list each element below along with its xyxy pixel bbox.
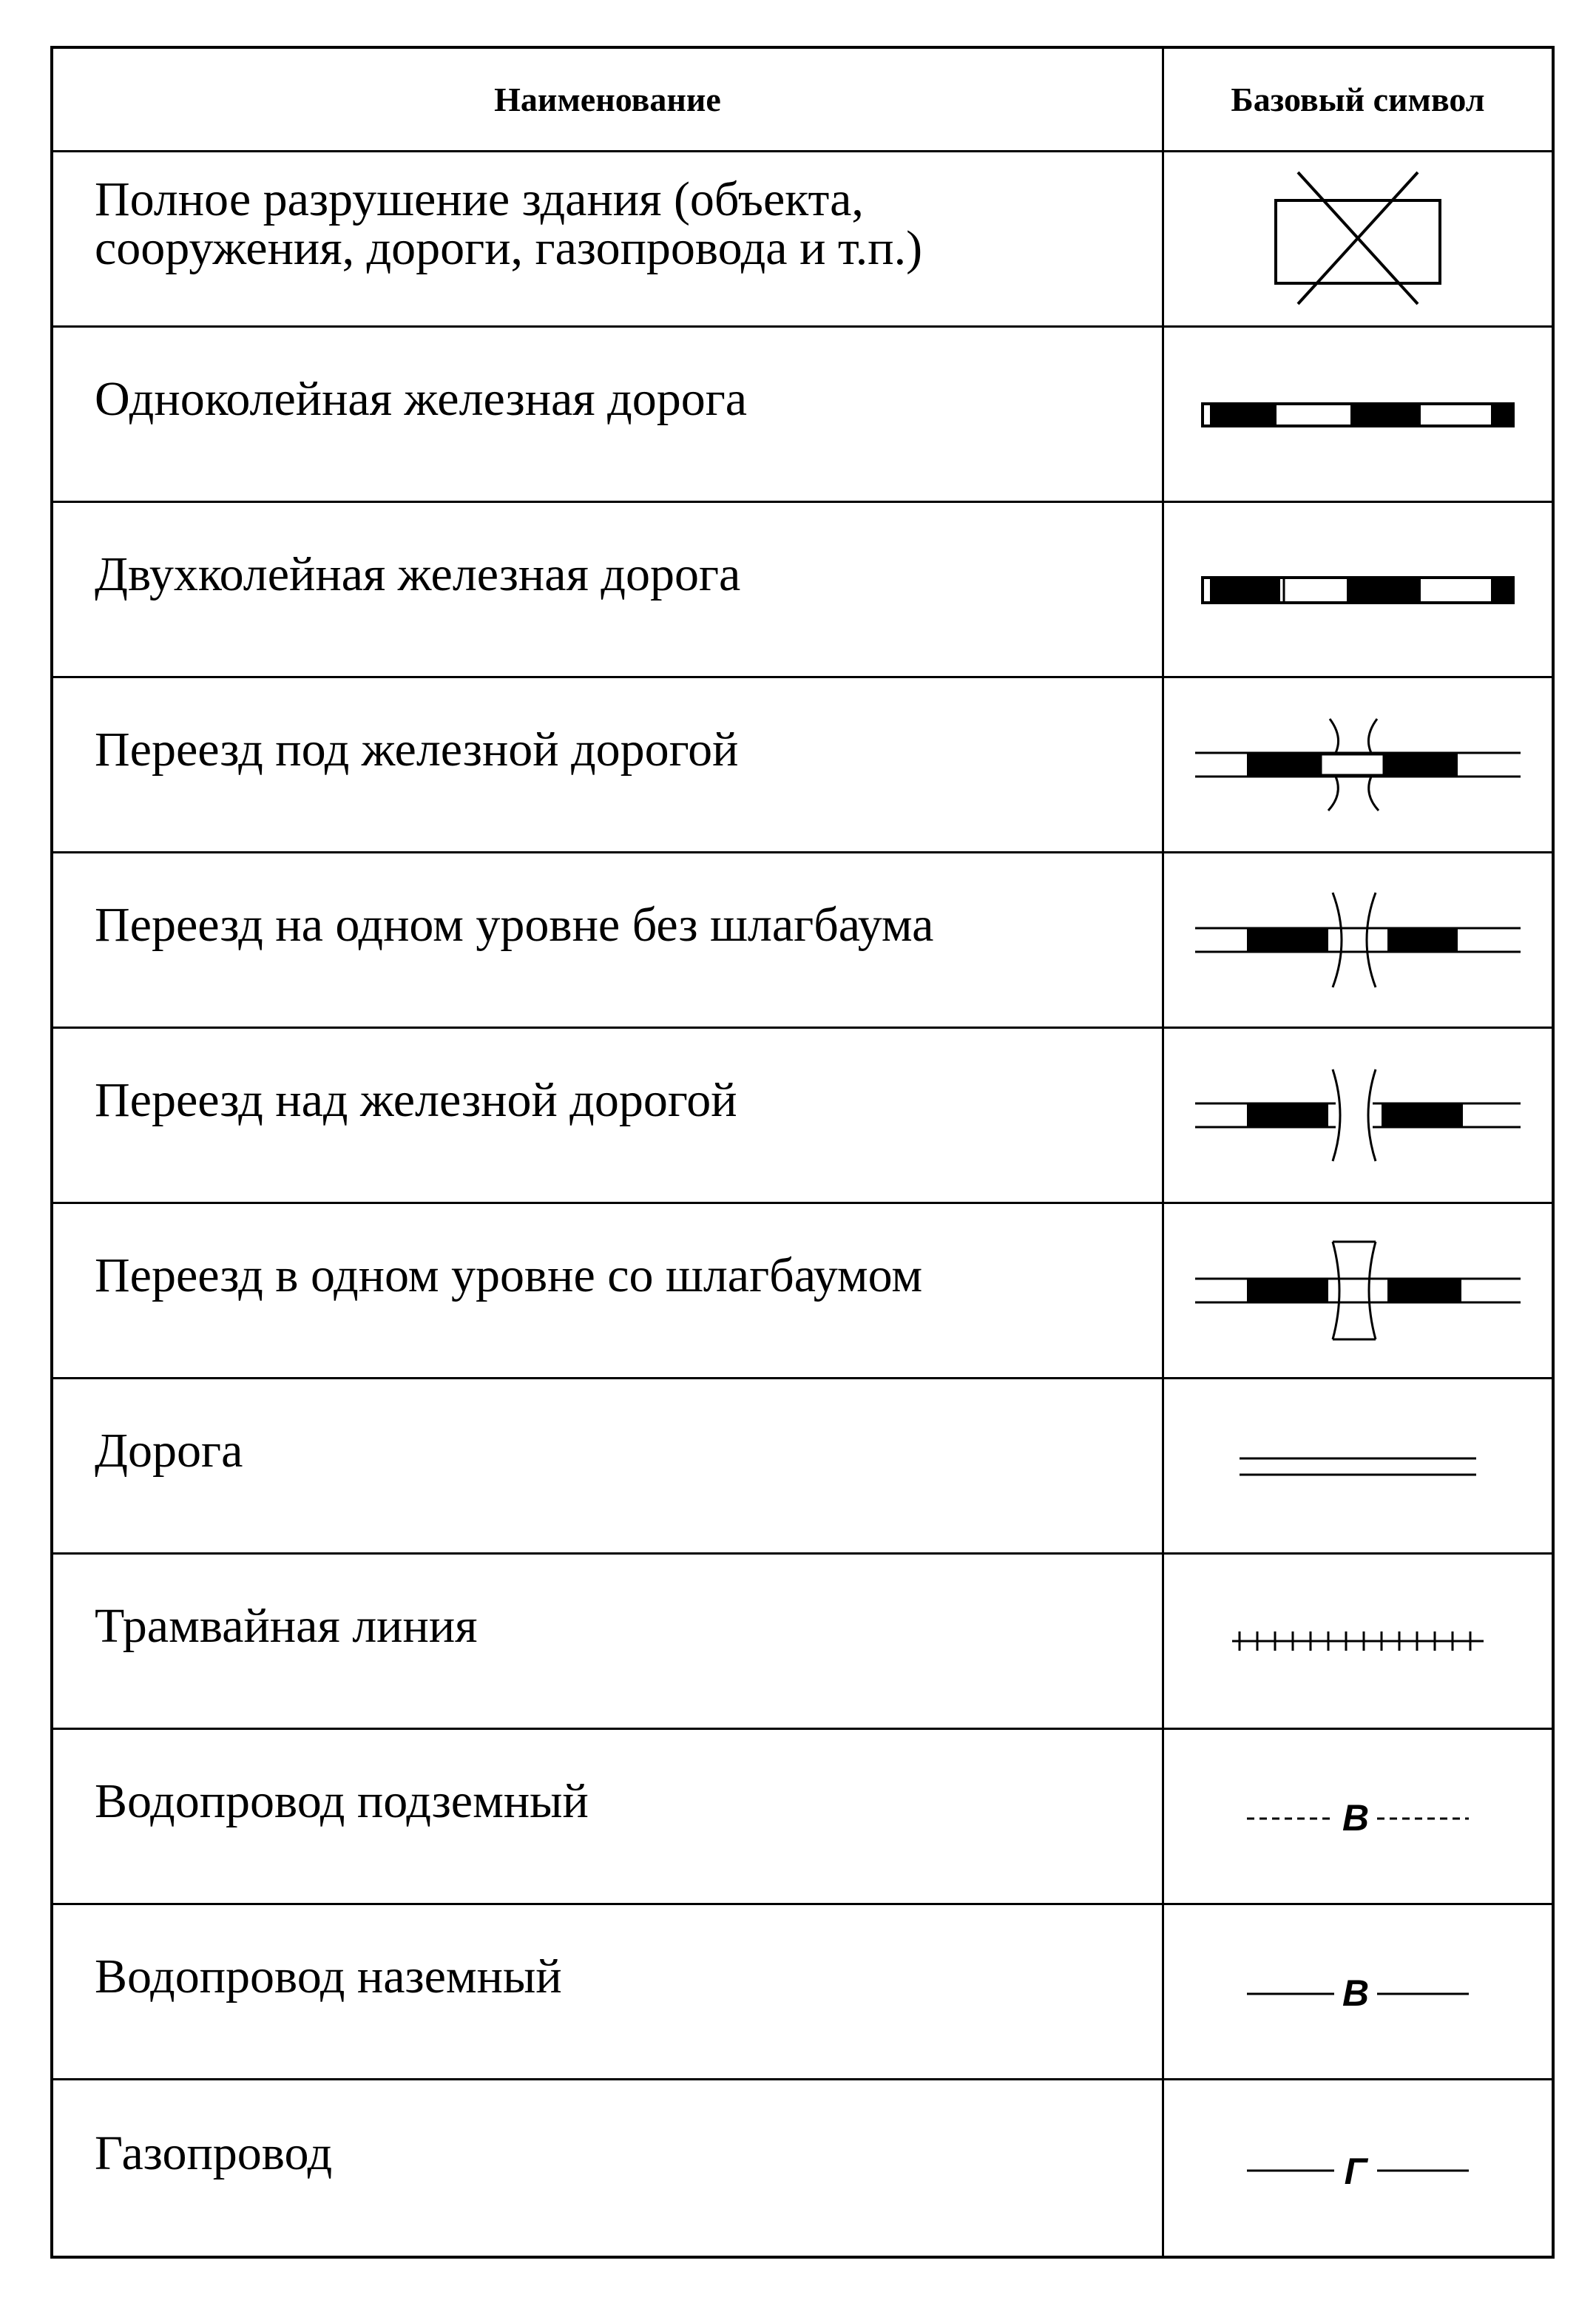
row-name: Переезд в одном уровне со шлагбаумом: [95, 1248, 923, 1302]
row-name: Переезд над железной дорогой: [95, 1073, 737, 1127]
table-header-row: [53, 49, 1552, 152]
single-track-railway-icon: [1195, 392, 1521, 436]
road-icon: [1232, 1444, 1484, 1488]
symbol-cell: [1164, 678, 1552, 851]
row-name: Переезд под железной дорогой: [95, 723, 739, 777]
row-name: Водопровод подземный: [95, 1774, 589, 1828]
symbol-cell: [1164, 1029, 1552, 1202]
symbol-cell: [1164, 853, 1552, 1027]
underground-water-pipe-icon: [1240, 1790, 1476, 1842]
table-row: [53, 2080, 1552, 2256]
row-name: Полное разрушение здания (объекта, сооружения, дороги, газопровода и т.п.): [95, 172, 923, 275]
table-row: [53, 152, 1552, 328]
row-name: Водопровод наземный: [95, 1949, 562, 2003]
level-crossing-barrier-icon: [1188, 1231, 1528, 1350]
row-name: Переезд на одном уровне без шлагбаума: [95, 898, 934, 952]
surface-water-pipe-icon: [1240, 1966, 1476, 2018]
table-row: [53, 1379, 1552, 1555]
table-row: [53, 1555, 1552, 1730]
level-crossing-no-barrier-icon: [1188, 881, 1528, 999]
symbol-cell: [1164, 503, 1552, 676]
tram-line-icon: [1225, 1623, 1491, 1660]
name-cell: [53, 328, 1164, 501]
table-row: [53, 328, 1552, 503]
row-name: Двухколейная железная дорога: [95, 547, 741, 601]
name-cell: [53, 678, 1164, 851]
symbol-cell: [1164, 328, 1552, 501]
name-cell: [53, 1730, 1164, 1903]
symbol-cell: [1164, 1379, 1552, 1552]
name-cell: [53, 1905, 1164, 2078]
symbol-cell: [1164, 1730, 1552, 1903]
symbol-cell: [1164, 2080, 1552, 2256]
row-name: Одноколейная железная дорога: [95, 372, 748, 426]
pipe-letter: Г: [1344, 2150, 1367, 2192]
symbol-cell: [1164, 1905, 1552, 2078]
name-cell: [53, 1204, 1164, 1377]
name-cell: [53, 503, 1164, 676]
header-symbol-cell: [1164, 49, 1552, 150]
header-name-cell: [53, 49, 1164, 150]
name-cell: [53, 1029, 1164, 1202]
name-cell: [53, 1555, 1164, 1728]
table-row: [53, 1730, 1552, 1905]
legend-table: [50, 46, 1555, 2259]
row-name: Трамвайная линия: [95, 1599, 478, 1653]
overpass-crossing-icon: [1188, 1056, 1528, 1174]
row-name: Дорога: [95, 1424, 243, 1478]
pipe-letter: В: [1342, 1797, 1370, 1839]
symbol-cell: [1164, 152, 1552, 325]
pipe-letter: В: [1342, 1972, 1370, 2014]
name-cell: [53, 853, 1164, 1027]
name-cell: [53, 152, 1164, 325]
table-row: [53, 1905, 1552, 2080]
destroyed-building-icon: [1236, 165, 1480, 313]
symbol-cell: [1164, 1204, 1552, 1377]
double-track-railway-icon: [1195, 567, 1521, 612]
table-row: [53, 1204, 1552, 1379]
symbol-cell: [1164, 1555, 1552, 1728]
gas-pipeline-icon: [1240, 2143, 1476, 2194]
table-row: [53, 1029, 1552, 1204]
name-cell: [53, 1379, 1164, 1552]
table-row: [53, 503, 1552, 678]
table-row: [53, 678, 1552, 853]
underpass-crossing-icon: [1188, 706, 1528, 824]
header-symbol-label: Базовый символ: [1231, 81, 1485, 118]
table-row: [53, 853, 1552, 1029]
row-name: Газопровод: [95, 2126, 333, 2180]
header-name-label: Наименование: [494, 81, 721, 118]
name-cell: [53, 2080, 1164, 2256]
